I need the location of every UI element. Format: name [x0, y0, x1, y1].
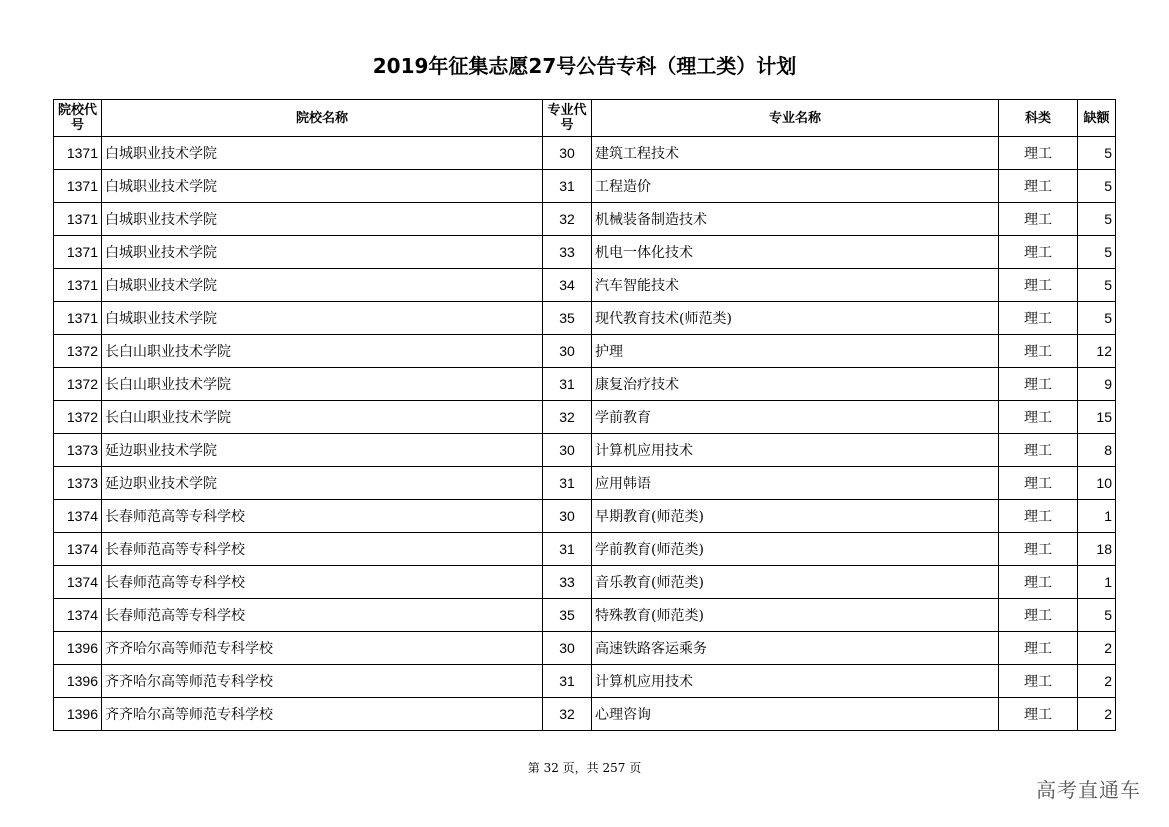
- cell-major-name: 现代教育技术(师范类): [592, 302, 999, 335]
- cell-major-name: 特殊教育(师范类): [592, 599, 999, 632]
- cell-major-name: 护理: [592, 335, 999, 368]
- cell-vacancy: 12: [1078, 335, 1116, 368]
- cell-major-name: 高速铁路客运乘务: [592, 632, 999, 665]
- cell-vacancy: 2: [1078, 632, 1116, 665]
- cell-school-name: 长白山职业技术学院: [102, 335, 543, 368]
- header-school-name: 院校名称: [102, 100, 543, 137]
- cell-vacancy: 2: [1078, 698, 1116, 731]
- cell-major-code: 30: [543, 335, 592, 368]
- cell-school-name: 长白山职业技术学院: [102, 401, 543, 434]
- cell-major-code: 30: [543, 137, 592, 170]
- page-footer: 第 32 页，共 257 页: [527, 761, 642, 775]
- cell-school-code: 1374: [54, 599, 102, 632]
- cell-category: 理工: [999, 401, 1078, 434]
- cell-vacancy: 5: [1078, 170, 1116, 203]
- cell-school-name: 白城职业技术学院: [102, 269, 543, 302]
- enrollment-plan-table: [53, 99, 1116, 731]
- table-row: [54, 335, 1116, 368]
- cell-category: 理工: [999, 533, 1078, 566]
- table-row: [54, 368, 1116, 401]
- cell-school-code: 1396: [54, 632, 102, 665]
- cell-vacancy: 5: [1078, 599, 1116, 632]
- cell-vacancy: 15: [1078, 401, 1116, 434]
- cell-major-name: 学前教育: [592, 401, 999, 434]
- cell-vacancy: 9: [1078, 368, 1116, 401]
- cell-major-name: 机电一体化技术: [592, 236, 999, 269]
- cell-school-name: 延边职业技术学院: [102, 467, 543, 500]
- cell-school-code: 1373: [54, 467, 102, 500]
- cell-category: 理工: [999, 203, 1078, 236]
- cell-school-name: 白城职业技术学院: [102, 236, 543, 269]
- table-header-row: [54, 100, 1116, 137]
- cell-major-name: 工程造价: [592, 170, 999, 203]
- header-major-code: 专业代号: [543, 100, 592, 137]
- cell-category: 理工: [999, 302, 1078, 335]
- cell-school-name: 长春师范高等专科学校: [102, 566, 543, 599]
- cell-school-code: 1373: [54, 434, 102, 467]
- cell-major-name: 汽车智能技术: [592, 269, 999, 302]
- cell-school-name: 白城职业技术学院: [102, 302, 543, 335]
- cell-category: 理工: [999, 467, 1078, 500]
- table-row: [54, 434, 1116, 467]
- cell-category: 理工: [999, 434, 1078, 467]
- table-row: [54, 137, 1116, 170]
- cell-vacancy: 8: [1078, 434, 1116, 467]
- cell-major-name: 学前教育(师范类): [592, 533, 999, 566]
- cell-school-name: 长春师范高等专科学校: [102, 533, 543, 566]
- cell-major-code: 33: [543, 236, 592, 269]
- cell-vacancy: 5: [1078, 203, 1116, 236]
- cell-school-name: 白城职业技术学院: [102, 137, 543, 170]
- cell-major-code: 33: [543, 566, 592, 599]
- table-row: [54, 533, 1116, 566]
- cell-school-code: 1374: [54, 500, 102, 533]
- cell-major-code: 31: [543, 368, 592, 401]
- cell-major-code: 32: [543, 698, 592, 731]
- table-row: [54, 170, 1116, 203]
- cell-school-name: 齐齐哈尔高等师范专科学校: [102, 632, 543, 665]
- cell-category: 理工: [999, 137, 1078, 170]
- watermark: 高考直通车: [1036, 778, 1141, 802]
- cell-vacancy: 5: [1078, 302, 1116, 335]
- cell-category: 理工: [999, 236, 1078, 269]
- cell-major-code: 31: [543, 467, 592, 500]
- header-school-code: 院校代号: [54, 100, 102, 137]
- cell-vacancy: 1: [1078, 566, 1116, 599]
- cell-major-code: 35: [543, 302, 592, 335]
- header-vacancy: 缺额: [1078, 100, 1116, 137]
- table-row: [54, 467, 1116, 500]
- cell-school-code: 1371: [54, 137, 102, 170]
- cell-category: 理工: [999, 269, 1078, 302]
- cell-school-code: 1372: [54, 401, 102, 434]
- cell-major-name: 心理咨询: [592, 698, 999, 731]
- cell-vacancy: 18: [1078, 533, 1116, 566]
- cell-school-code: 1371: [54, 170, 102, 203]
- cell-school-code: 1374: [54, 566, 102, 599]
- cell-category: 理工: [999, 368, 1078, 401]
- cell-major-code: 34: [543, 269, 592, 302]
- cell-major-code: 30: [543, 434, 592, 467]
- cell-school-name: 齐齐哈尔高等师范专科学校: [102, 665, 543, 698]
- cell-category: 理工: [999, 566, 1078, 599]
- page-title: 2019年征集志愿27号公告专科（理工类）计划: [372, 54, 797, 78]
- cell-school-name: 白城职业技术学院: [102, 203, 543, 236]
- header-category: 科类: [999, 100, 1078, 137]
- cell-vacancy: 5: [1078, 236, 1116, 269]
- cell-school-code: 1374: [54, 533, 102, 566]
- cell-major-name: 康复治疗技术: [592, 368, 999, 401]
- cell-vacancy: 1: [1078, 500, 1116, 533]
- cell-category: 理工: [999, 335, 1078, 368]
- table-row: [54, 302, 1116, 335]
- table-row: [54, 203, 1116, 236]
- cell-major-name: 早期教育(师范类): [592, 500, 999, 533]
- cell-school-name: 齐齐哈尔高等师范专科学校: [102, 698, 543, 731]
- table-body: [54, 137, 1116, 731]
- cell-major-name: 建筑工程技术: [592, 137, 999, 170]
- cell-school-code: 1396: [54, 698, 102, 731]
- cell-category: 理工: [999, 698, 1078, 731]
- cell-vacancy: 5: [1078, 269, 1116, 302]
- cell-school-name: 白城职业技术学院: [102, 170, 543, 203]
- cell-major-code: 30: [543, 632, 592, 665]
- cell-school-code: 1396: [54, 665, 102, 698]
- cell-vacancy: 5: [1078, 137, 1116, 170]
- cell-school-name: 长白山职业技术学院: [102, 368, 543, 401]
- cell-major-name: 音乐教育(师范类): [592, 566, 999, 599]
- cell-major-code: 30: [543, 500, 592, 533]
- cell-major-name: 计算机应用技术: [592, 665, 999, 698]
- table-row: [54, 599, 1116, 632]
- table-row: [54, 236, 1116, 269]
- cell-school-code: 1371: [54, 302, 102, 335]
- cell-school-name: 长春师范高等专科学校: [102, 599, 543, 632]
- cell-major-code: 32: [543, 401, 592, 434]
- cell-category: 理工: [999, 599, 1078, 632]
- table-row: [54, 269, 1116, 302]
- cell-vacancy: 10: [1078, 467, 1116, 500]
- cell-major-code: 35: [543, 599, 592, 632]
- header-major-name: 专业名称: [592, 100, 999, 137]
- cell-school-code: 1372: [54, 335, 102, 368]
- cell-school-code: 1371: [54, 269, 102, 302]
- cell-school-code: 1371: [54, 203, 102, 236]
- table-row: [54, 566, 1116, 599]
- cell-school-name: 长春师范高等专科学校: [102, 500, 543, 533]
- cell-major-code: 32: [543, 203, 592, 236]
- cell-school-code: 1372: [54, 368, 102, 401]
- cell-school-name: 延边职业技术学院: [102, 434, 543, 467]
- cell-major-code: 31: [543, 533, 592, 566]
- cell-major-name: 应用韩语: [592, 467, 999, 500]
- cell-vacancy: 2: [1078, 665, 1116, 698]
- table-row: [54, 698, 1116, 731]
- table-row: [54, 665, 1116, 698]
- cell-major-code: 31: [543, 665, 592, 698]
- cell-major-code: 31: [543, 170, 592, 203]
- cell-category: 理工: [999, 500, 1078, 533]
- table-row: [54, 632, 1116, 665]
- table-row: [54, 401, 1116, 434]
- cell-category: 理工: [999, 170, 1078, 203]
- cell-category: 理工: [999, 632, 1078, 665]
- cell-major-name: 计算机应用技术: [592, 434, 999, 467]
- table-row: [54, 500, 1116, 533]
- cell-major-name: 机械装备制造技术: [592, 203, 999, 236]
- cell-school-code: 1371: [54, 236, 102, 269]
- cell-category: 理工: [999, 665, 1078, 698]
